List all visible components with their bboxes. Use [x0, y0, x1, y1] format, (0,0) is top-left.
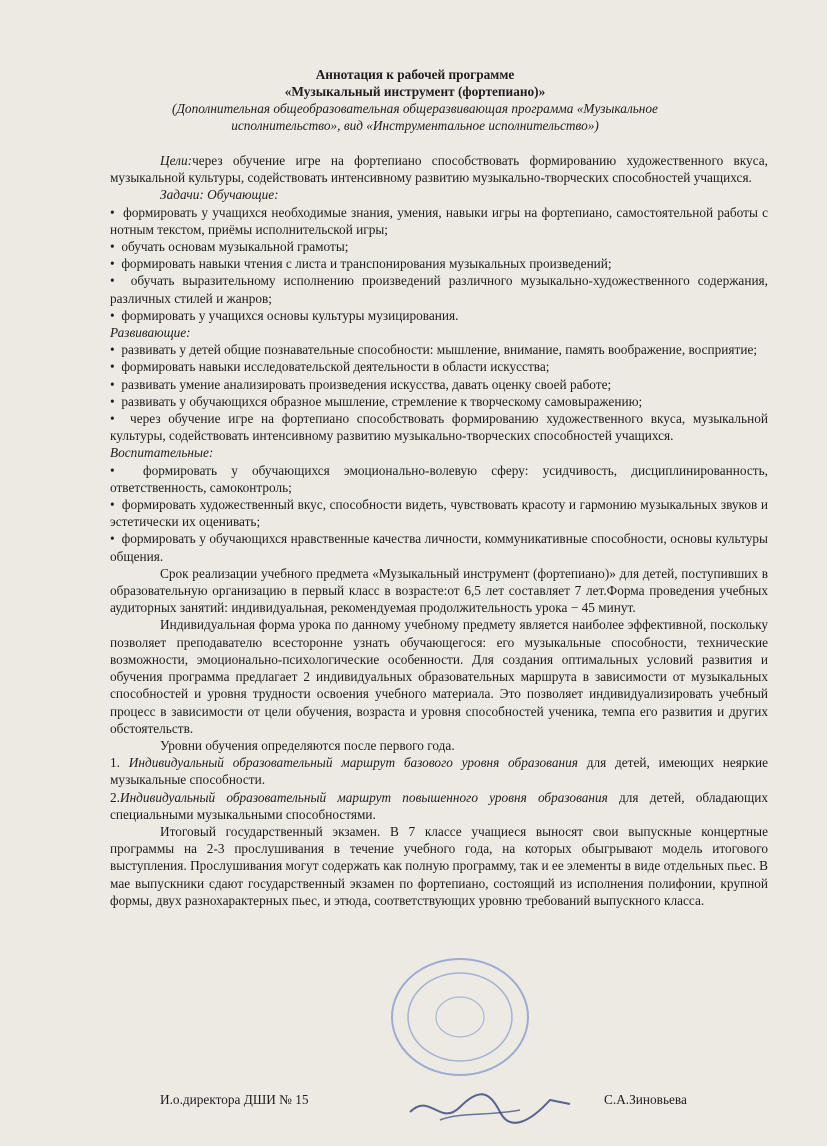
teaching-item: • формировать у учащихся необходимые знания, умения, навыки игры на фортепиано, самостоятельной работы с нотным текстом, приёмы исполнительской игры; — [110, 204, 768, 238]
document-title-line1: Аннотация к рабочей программе — [315, 67, 515, 82]
signature-scribble-icon — [400, 1082, 580, 1132]
route2-title: Индивидуальный образовательный маршрут повышенного уровня образования — [119, 789, 608, 805]
term-paragraph: Срок реализации учебного предмета «Музыкальный инструмент (фортепиано)» для детей, поступивших в образовательную организацию в первый класс в возрасте:от 6,5 лет составляет 7 лет.Форма проведения учебных аудиторных занятий: индивидуальная, рекомендуемая продолжительность урока − 45 минут. — [110, 565, 768, 616]
goals-label: Цели: — [160, 153, 193, 168]
individual-form-paragraph: Индивидуальная форма урока по данному учебному предмету является наиболее эффективной, поскольку позволяет преподавателю всесторонне узнать обучающегося: его музыкальные способности, технические возможности, эмоционально-психологические особенности. Для создания оптимальных условий развития и обучения программа предлагает 2 индивидуальных образовательных маршрута в зависимости от музыкальных способностей и уровня трудности освоения учебного материала. Это позволяет индивидуализировать учебный процесс в зависимости от цели обучения, возраста и уровня способностей ученика, темпа его развития и других обстоятельств. — [110, 617, 768, 736]
signer-name: С.А.Зиновьева — [604, 1092, 687, 1107]
route1-text: для детей, имеющих неяркие музыкальные способности. — [110, 755, 769, 788]
teaching-item: • формировать у учащихся основы культуры музицирования. — [110, 307, 768, 324]
educational-item: • формировать у обучающихся нравственные качества личности, коммуникативные способности, основы культуры общения. — [110, 530, 768, 564]
goals-paragraph — [110, 152, 768, 186]
tasks-label: Задачи: Обучающие: — [160, 187, 279, 203]
developing-item: • формировать навыки исследовательской деятельности в области искусства; — [110, 358, 768, 375]
document-body — [110, 152, 768, 909]
educational-item: • формировать художественный вкус, способности видеть, чувствовать красоту и гармонию музыкальных звуков и эстетически их оценивать; — [110, 496, 768, 530]
route1-title: Индивидуальный образовательный маршрут базового уровня образования — [128, 755, 578, 771]
route2-text: для детей, обладающих специальными музыкальными способностями. — [110, 789, 768, 822]
developing-item: • развивать умение анализировать произведения искусства, давать оценку своей работе; — [110, 376, 768, 393]
teaching-item: • формировать навыки чтения с листа и транспонирования музыкальных произведений; — [110, 255, 768, 272]
levels-paragraph: Уровни обучения определяются после первого года. — [160, 737, 455, 753]
document-header — [90, 66, 740, 134]
route1-paragraph — [110, 754, 768, 788]
signer-position: И.о.директора ДШИ № 15 — [160, 1092, 309, 1107]
developing-item: • развивать у детей общие познавательные способности: мышление, внимание, память воображение, восприятие; — [110, 341, 768, 358]
teaching-item: • обучать выразительному исполнению произведений различного музыкально-художественного содержания, различных стилей и жанров; — [110, 272, 768, 306]
goals-text: через обучение игре на фортепиано способствовать формированию художественного вкуса, музыкальной культуры, содействовать интенсивному развитию музыкально-творческих способностей учащихся. — [110, 153, 768, 186]
teaching-item: • обучать основам музыкальной грамоты; — [110, 238, 768, 255]
route2-number: 2. — [110, 789, 120, 805]
route1-number: 1. — [110, 755, 129, 771]
document-subtitle-line2: исполнительство», вид «Инструментальное исполнительство») — [231, 118, 599, 133]
document-subtitle-line1: (Дополнительная общеобразовательная общеразвивающая программа «Музыкальное — [172, 101, 658, 116]
route2-paragraph — [110, 789, 768, 823]
educational-label: Воспитательные: — [110, 445, 214, 461]
developing-item: • через обучение игре на фортепиано способствовать формированию художественного вкуса, музыкальной культуры, содействовать интенсивному развитию музыкально-творческих способностей учащихся. — [110, 410, 768, 444]
exam-paragraph: Итоговый государственный экзамен. В 7 классе учащиеся выносят свои выпускные концертные программы на 2-3 прослушивания в течение учебного года, на которых обыгрывают модель итогового выступления. Прослушивания могут содержать как полную программу, так и ее элементы в виде отдельных пьес. В мае выпускники сдают государственный экзамен по фортепиано, состоящий из исполнения полифонии, крупной формы, двух разнохарактерных пьес, и этюда, соответствующих уровню требований выпускного класса. — [110, 823, 768, 908]
educational-item: • формировать у обучающихся эмоционально-волевую сферу: усидчивость, дисциплинированность, ответственность, самоконтроль; — [110, 462, 768, 496]
document-title-line2: «Музыкальный инструмент (фортепиано)» — [284, 84, 546, 99]
school-stamp-icon — [385, 952, 535, 1082]
developing-label: Развивающие: — [110, 325, 191, 341]
developing-item: • развивать у обучающихся образное мышление, стремление к творческому самовыражению; — [110, 393, 768, 410]
